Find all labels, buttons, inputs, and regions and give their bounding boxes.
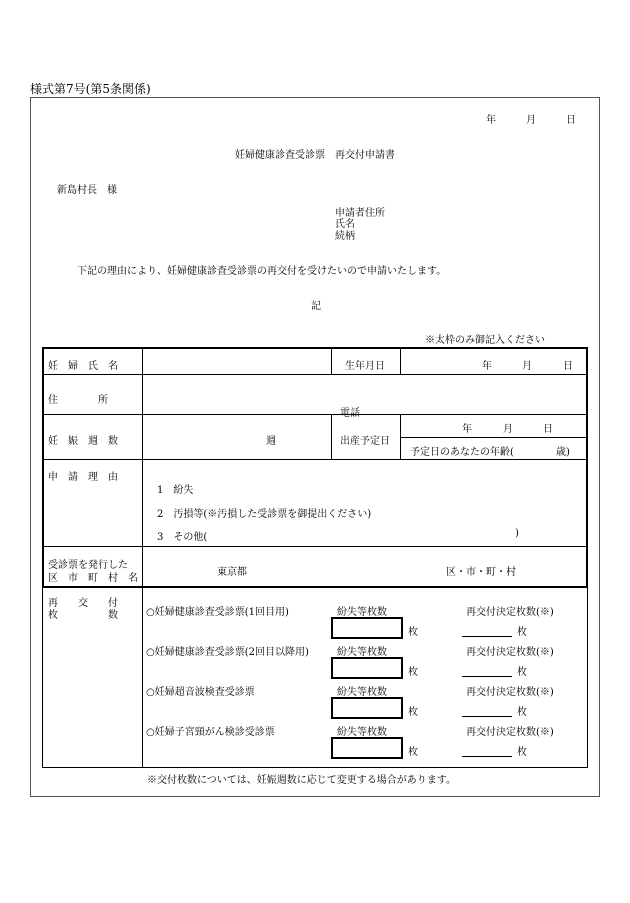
lost-count-input[interactable] (331, 697, 403, 719)
row-line (42, 414, 588, 415)
lost-count-unit: 枚 (408, 627, 418, 638)
decision-count-line (462, 636, 512, 637)
note-top: ※太枠のみ御記入ください (425, 335, 545, 346)
due-year: 年 (462, 424, 472, 435)
decision-count-label: 再交付決定枚数(※) (466, 607, 554, 618)
applicant-address-label: 申請者住所 (335, 208, 385, 219)
col-line (400, 414, 401, 459)
lost-count-input[interactable] (331, 737, 403, 759)
lost-count-label: 紛失等枚数 (337, 647, 387, 658)
issuer-label-1: 受診票を発行した (48, 560, 128, 571)
due-month: 月 (503, 424, 513, 435)
date-day: 日 (566, 115, 576, 126)
reason-damaged: 2 汚損等(※汚損した受診票を御提出ください) (157, 509, 372, 520)
ki-heading: 記 (311, 301, 321, 312)
decision-count-label: 再交付決定枚数(※) (466, 687, 554, 698)
tokyo-label: 東京都 (217, 567, 247, 578)
lost-count-unit: 枚 (408, 707, 418, 718)
voucher-name: ○妊婦健康診査受診票(2回目以降用) (146, 647, 309, 658)
col-line (142, 348, 143, 768)
footer-note: ※交付枚数については、妊娠週数に応じて変更する場合があります。 (147, 775, 456, 786)
date-year: 年 (486, 115, 496, 126)
lost-count-input[interactable] (331, 657, 403, 679)
reason-other-close: ) (515, 528, 519, 539)
applicant-name-label: 氏名 (335, 219, 355, 230)
document-title: 妊婦健康診査受診票 再交付申請書 (235, 150, 395, 161)
ward-label: 区・市・町・村 (446, 567, 516, 578)
col-line (42, 588, 43, 768)
row-line (400, 437, 587, 438)
issuer-label-2: 区 市 町 村 名 (48, 573, 138, 584)
reason-lost: 1 紛失 (157, 485, 194, 496)
intro-text: 下記の理由により、妊婦健康診査受診票の再交付を受けたいので申請いたします。 (77, 266, 447, 277)
decision-count-unit: 枚 (517, 667, 527, 678)
lost-count-unit: 枚 (408, 667, 418, 678)
decision-count-unit: 枚 (517, 627, 527, 638)
decision-count-line (462, 676, 512, 677)
col-line (331, 348, 332, 375)
applicant-relation-label: 続柄 (335, 231, 355, 242)
birth-year: 年 (482, 361, 492, 372)
decision-count-unit: 枚 (517, 707, 527, 718)
weeks-unit: 週 (266, 436, 276, 447)
decision-count-line (462, 756, 512, 757)
birth-month: 月 (522, 361, 532, 372)
voucher-name: ○妊婦健康診査受診票(1回目用) (146, 607, 289, 618)
address-label: 住 所 (48, 395, 108, 406)
reissue-label-1: 再 交 付 (48, 598, 118, 609)
main-table (42, 347, 588, 588)
age-unit: 歳) (556, 447, 570, 458)
phone-label: 電話 (340, 408, 360, 419)
row-line (42, 546, 588, 547)
row-line (42, 459, 588, 460)
due-day: 日 (543, 424, 553, 435)
weeks-label: 妊 娠 週 数 (48, 436, 118, 447)
reason-label: 申 請 理 由 (48, 472, 118, 483)
row-line (42, 767, 588, 768)
lost-count-unit: 枚 (408, 747, 418, 758)
age-text: 予定日のあなたの年齢( (410, 447, 514, 458)
addressee: 新島村長 様 (57, 185, 117, 196)
birthdate-label: 生年月日 (345, 361, 385, 372)
decision-count-label: 再交付決定枚数(※) (466, 727, 554, 738)
pregnant-name-label: 妊 婦 氏 名 (48, 361, 118, 372)
voucher-name: ○妊婦子宮頸がん検診受診票 (146, 727, 275, 738)
row-line (42, 374, 588, 375)
decision-count-unit: 枚 (517, 747, 527, 758)
lost-count-label: 紛失等枚数 (337, 607, 387, 618)
voucher-name: ○妊婦超音波検査受診票 (146, 687, 255, 698)
lost-count-input[interactable] (331, 617, 403, 639)
lost-count-label: 紛失等枚数 (337, 687, 387, 698)
col-line (587, 588, 588, 768)
lost-count-label: 紛失等枚数 (337, 727, 387, 738)
col-line (331, 414, 332, 459)
birth-day: 日 (563, 361, 573, 372)
col-line (400, 348, 401, 375)
date-month: 月 (526, 115, 536, 126)
decision-count-label: 再交付決定枚数(※) (466, 647, 554, 658)
reason-other: 3 その他( (157, 532, 208, 543)
due-date-label: 出産予定日 (340, 436, 390, 447)
decision-count-line (462, 716, 512, 717)
reissue-label-2: 枚 数 (48, 610, 118, 621)
form-number: 様式第7号(第5条関係) (30, 82, 151, 96)
